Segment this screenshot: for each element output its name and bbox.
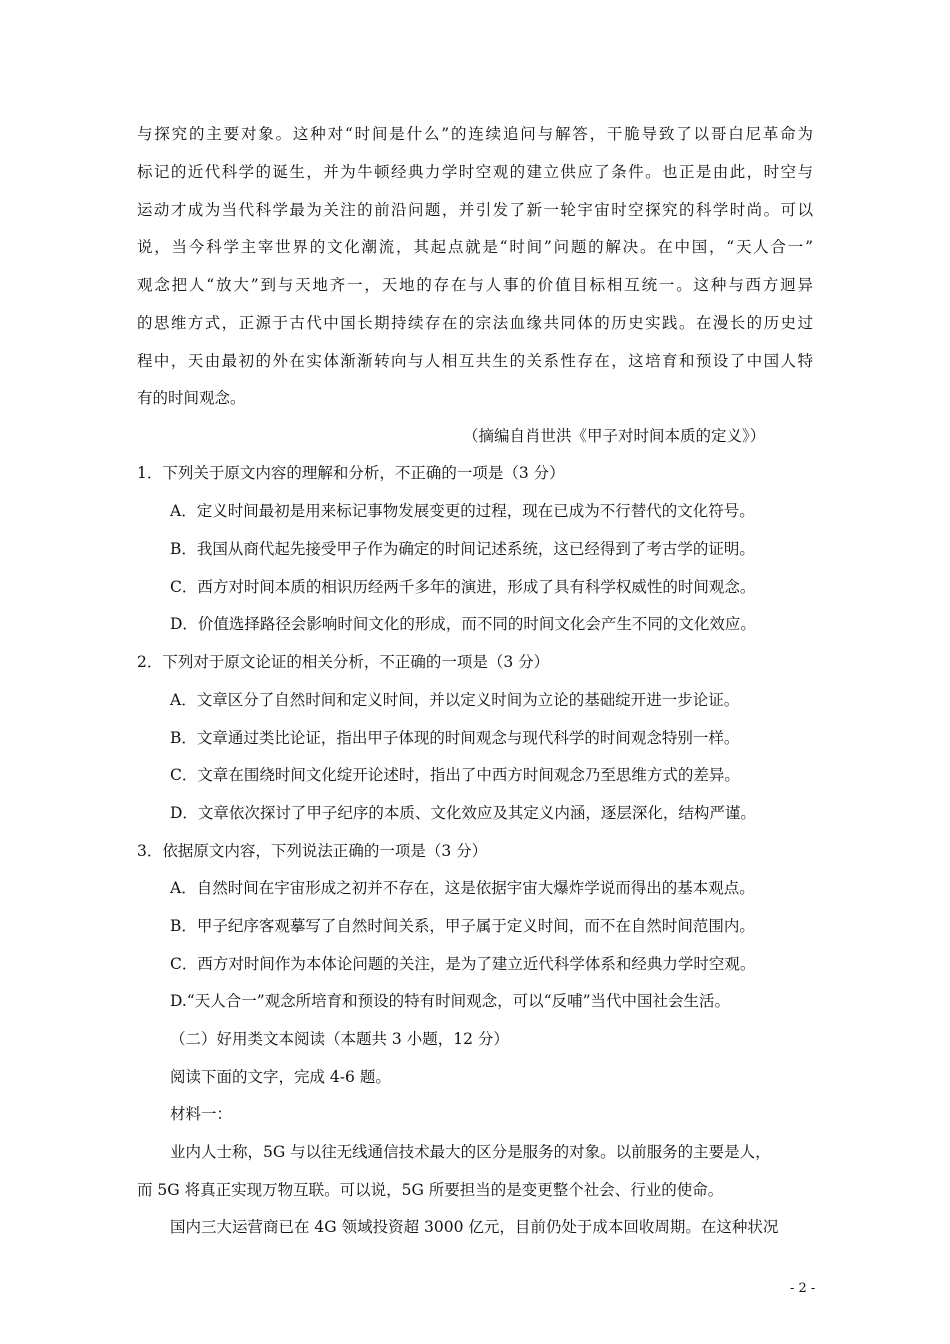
passage-line: 说，当今科学主宰世界的文化潮流，其起点就是“时间”问题的解决。在中国，“天人合一” [137, 238, 813, 256]
passage-line: 标记的近代科学的诞生，并为牛顿经典力学时空观的建立供应了条件。也正是由此，时空与 [137, 163, 813, 181]
passage-line: 观念把人“放大”到与天地齐一，天地的存在与人事的价值目标相互统一。这种与西方迥异 [137, 276, 813, 294]
material-line: 而 5G 将真正实现万物互联。可以说，5G 所要担当的是变更整个社会、行业的使命。 [137, 1181, 724, 1199]
question-option: C．西方对时间本质的相识历经两千多年的演进，形成了具有科学权威性的时间观念。 [170, 578, 756, 596]
page-number: - 2 - [790, 1281, 816, 1296]
question-option: A．定义时间最初是用来标记事物发展变更的过程，现在已成为不行替代的文化符号。 [170, 502, 755, 520]
question-option: B．文章通过类比论证，指出甲子体现的时间观念与现代科学的时间观念特别一样。 [170, 729, 740, 747]
question-stem: 2．下列对于原文论证的相关分析，不正确的一项是（3 分） [137, 653, 550, 671]
question-option: A．自然时间在宇宙形成之初并不存在，这是依据宇宙大爆炸学说而得出的基本观点。 [170, 879, 755, 897]
passage-line: 有的时间观念。 [137, 389, 246, 407]
question-option: D．价值选择路径会影响时间文化的形成，而不同的时间文化会产生不同的文化效应。 [170, 615, 756, 633]
question-option: C．文章在围绕时间文化绽开论述时，指出了中西方时间观念乃至思维方式的差异。 [170, 766, 740, 784]
passage-source: （摘编自肖世洪《甲子对时间本质的定义》） [463, 427, 766, 445]
question-option: D．文章依次探讨了甲子纪序的本质、文化效应及其定义内涵，逐层深化，结构严谨。 [170, 804, 756, 822]
question-option: B．甲子纪序客观摹写了自然时间关系，甲子属于定义时间，而不在自然时间范围内。 [170, 917, 755, 935]
question-option: A．文章区分了自然时间和定义时间，并以定义时间为立论的基础绽开进一步论证。 [170, 691, 740, 709]
passage-line: 的思维方式，正源于古代中国长期持续存在的宗法血缘共同体的历史实践。在漫长的历史过 [137, 314, 813, 332]
question-stem: 1．下列关于原文内容的理解和分析，不正确的一项是（3 分） [137, 464, 565, 482]
question-option: D.“天人合一”观念所培育和预设的特有时间观念，可以“反哺”当代中国社会生活。 [170, 992, 731, 1010]
material-line: 国内三大运营商已在 4G 领域投资超 3000 亿元，目前仍处于成本回收周期。在这种状况 [170, 1218, 779, 1236]
passage-line: 与探究的主要对象。这种对“时间是什么”的连续追问与解答，干脆导致了以哥白尼革命为 [137, 125, 813, 143]
material-line: 业内人士称，5G 与以往无线通信技术最大的区分是服务的对象。以前服务的主要是人， [170, 1143, 771, 1161]
question-stem: 3．依据原文内容，下列说法正确的一项是（3 分） [137, 842, 488, 860]
question-option: B．我国从商代起先接受甲子作为确定的时间记述系统，这已经得到了考古学的证明。 [170, 540, 755, 558]
section-instruction: 阅读下面的文字，完成 4-6 题。 [170, 1068, 391, 1086]
question-option: C．西方对时间作为本体论问题的关注，是为了建立近代科学体系和经典力学时空观。 [170, 955, 756, 973]
passage-line: 程中，天由最初的外在实体渐渐转向与人相互共生的关系性存在，这培育和预设了中国人特 [137, 352, 813, 370]
material-label: 材料一： [170, 1105, 233, 1123]
section-heading: （二）好用类文本阅读（本题共 3 小题，12 分） [170, 1030, 509, 1048]
passage-line: 运动才成为当代科学最为关注的前沿问题，并引发了新一轮宇宙时空探究的科学时尚。可以 [137, 201, 813, 219]
